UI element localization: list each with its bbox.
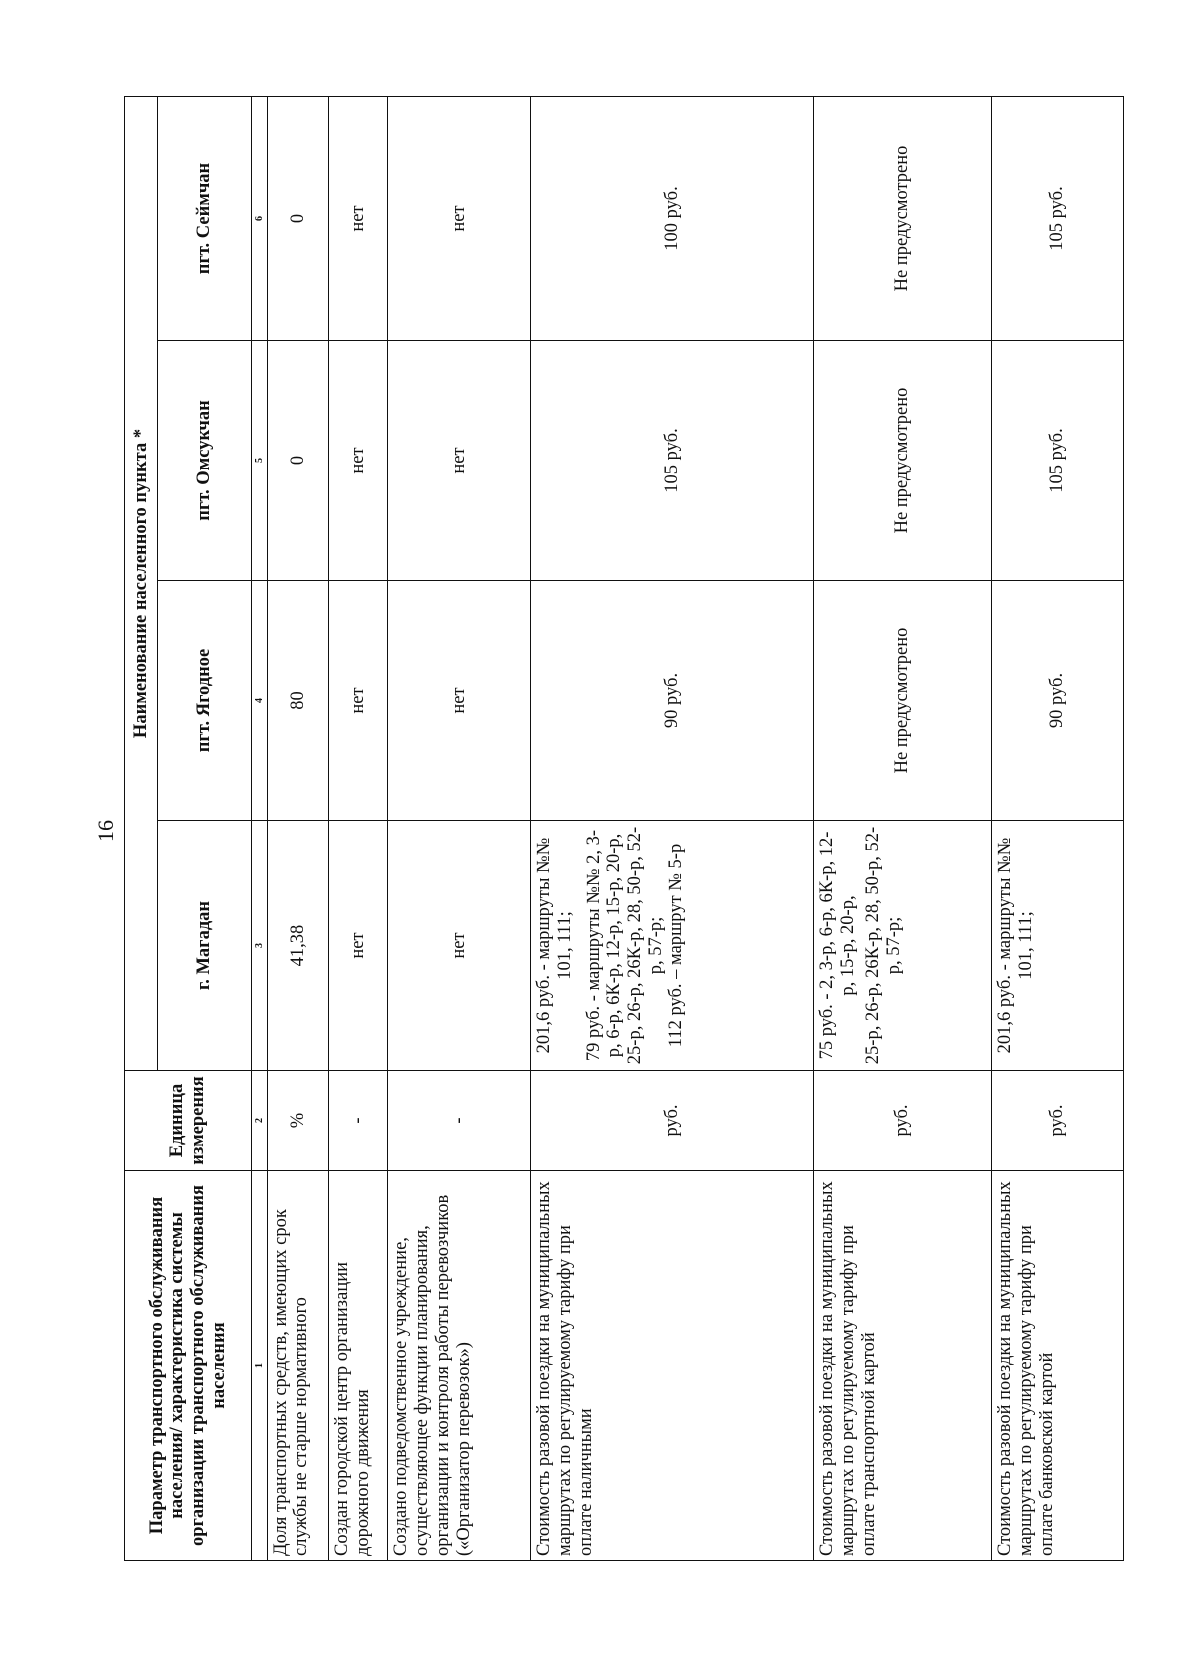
magadan-price-cell	[814, 821, 992, 1071]
magadan-price-cell	[992, 821, 1124, 1071]
row-value: нет	[329, 581, 388, 821]
row-unit: руб.	[992, 1071, 1124, 1171]
table-row	[531, 96, 814, 1560]
row-unit: руб.	[531, 1071, 814, 1171]
row-value: нет	[388, 96, 531, 340]
row-value: нет	[329, 96, 388, 340]
index-cell: 5	[252, 341, 267, 581]
index-cell: 3	[252, 821, 267, 1071]
table-row	[329, 96, 388, 1560]
row-value: нет	[388, 821, 531, 1071]
row-value: 105 руб.	[992, 341, 1124, 581]
row-unit: %	[267, 1071, 328, 1171]
row-value: 90 руб.	[531, 581, 814, 821]
row-param: Стоимость разовой поездки на муниципальных маршрутах по регулируемому тарифу при оплате банковской картой	[992, 1171, 1124, 1561]
index-cell: 1	[252, 1171, 267, 1561]
price-line: 201,6 руб. - маршруты №№ 101, 111;	[995, 837, 1036, 1054]
index-row	[252, 96, 267, 1560]
index-cell: 4	[252, 581, 267, 821]
price-line: 75 руб. - 2, 3-р, 6-р, 6К-р, 12-р, 15-р, 20-р,	[817, 831, 859, 1060]
row-value: 105 руб.	[992, 96, 1124, 340]
row-value: 0	[267, 341, 328, 581]
row-value: нет	[388, 581, 531, 821]
header-yagodnoe: пгт. Ягодное	[157, 581, 251, 821]
row-value: нет	[388, 341, 531, 581]
transport-table	[124, 96, 1124, 1561]
header-seymchan: пгт. Сеймчан	[157, 96, 251, 340]
row-value: нет	[329, 821, 388, 1071]
row-value: 41,38	[267, 821, 328, 1071]
table-row	[992, 96, 1124, 1560]
magadan-price-cell	[531, 821, 814, 1071]
index-cell: 6	[252, 96, 267, 340]
table-row	[814, 96, 992, 1560]
row-value: 90 руб.	[992, 581, 1124, 821]
table-row	[388, 96, 531, 1560]
page-number: 16	[93, 820, 118, 842]
row-param: Создано подведомственное учреждение, осуществляющее функции планирования, организации и контроля работы перевозчиков («Организатор перевозок»)	[388, 1171, 531, 1561]
price-line: 112 руб. – маршрут № 5-р	[666, 843, 687, 1048]
row-value: 105 руб.	[531, 341, 814, 581]
header-param: Параметр транспортного обслуживания населения/ характеристика системы организации транспортного обслуживания населения	[125, 1171, 252, 1561]
row-value: 100 руб.	[531, 96, 814, 340]
price-line: 25-р, 26-р, 26К-р, 28, 50-р, 52-р, 57-р;	[862, 826, 904, 1065]
row-unit: -	[329, 1071, 388, 1171]
rotated-table-wrapper	[124, 97, 1124, 1561]
row-value: Не предусмотрено	[814, 581, 992, 821]
header-omsukchan: пгт. Омсукчан	[157, 341, 251, 581]
index-cell: 2	[252, 1071, 267, 1171]
row-param: Стоимость разовой поездки на муниципальных маршрутах по регулируемому тарифу при оплате наличными	[531, 1171, 814, 1561]
row-param: Стоимость разовой поездки на муниципальных маршрутах по регулируемому тарифу при оплате транспортной картой	[814, 1171, 992, 1561]
row-value: Не предусмотрено	[814, 341, 992, 581]
row-param: Создан городской центр организации дорожного движения	[329, 1171, 388, 1561]
row-param: Доля транспортных средств, имеющих срок службы не старше нормативного	[267, 1171, 328, 1561]
header-unit: Единица измерения	[125, 1071, 252, 1171]
header-row-1	[125, 96, 158, 1560]
header-settlement-group: Наименование населенного пункта *	[125, 96, 158, 1070]
header-magadan: г. Магадан	[157, 821, 251, 1071]
row-value: 80	[267, 581, 328, 821]
price-line: 79 руб. - маршруты №№ 2, 3-р, 6-р, 6К-р, 12-р, 15-р, 20-р, 25-р, 26-р, 26К-р, 28, 50-р, 52-р, 57-р;	[583, 826, 666, 1065]
row-value: нет	[329, 341, 388, 581]
row-unit: руб.	[814, 1071, 992, 1171]
row-value: 0	[267, 96, 328, 340]
row-unit: -	[388, 1071, 531, 1171]
price-line: 201,6 руб. - маршруты №№ 101, 111;	[534, 837, 575, 1054]
table-row	[267, 96, 328, 1560]
row-value: Не предусмотрено	[814, 96, 992, 340]
